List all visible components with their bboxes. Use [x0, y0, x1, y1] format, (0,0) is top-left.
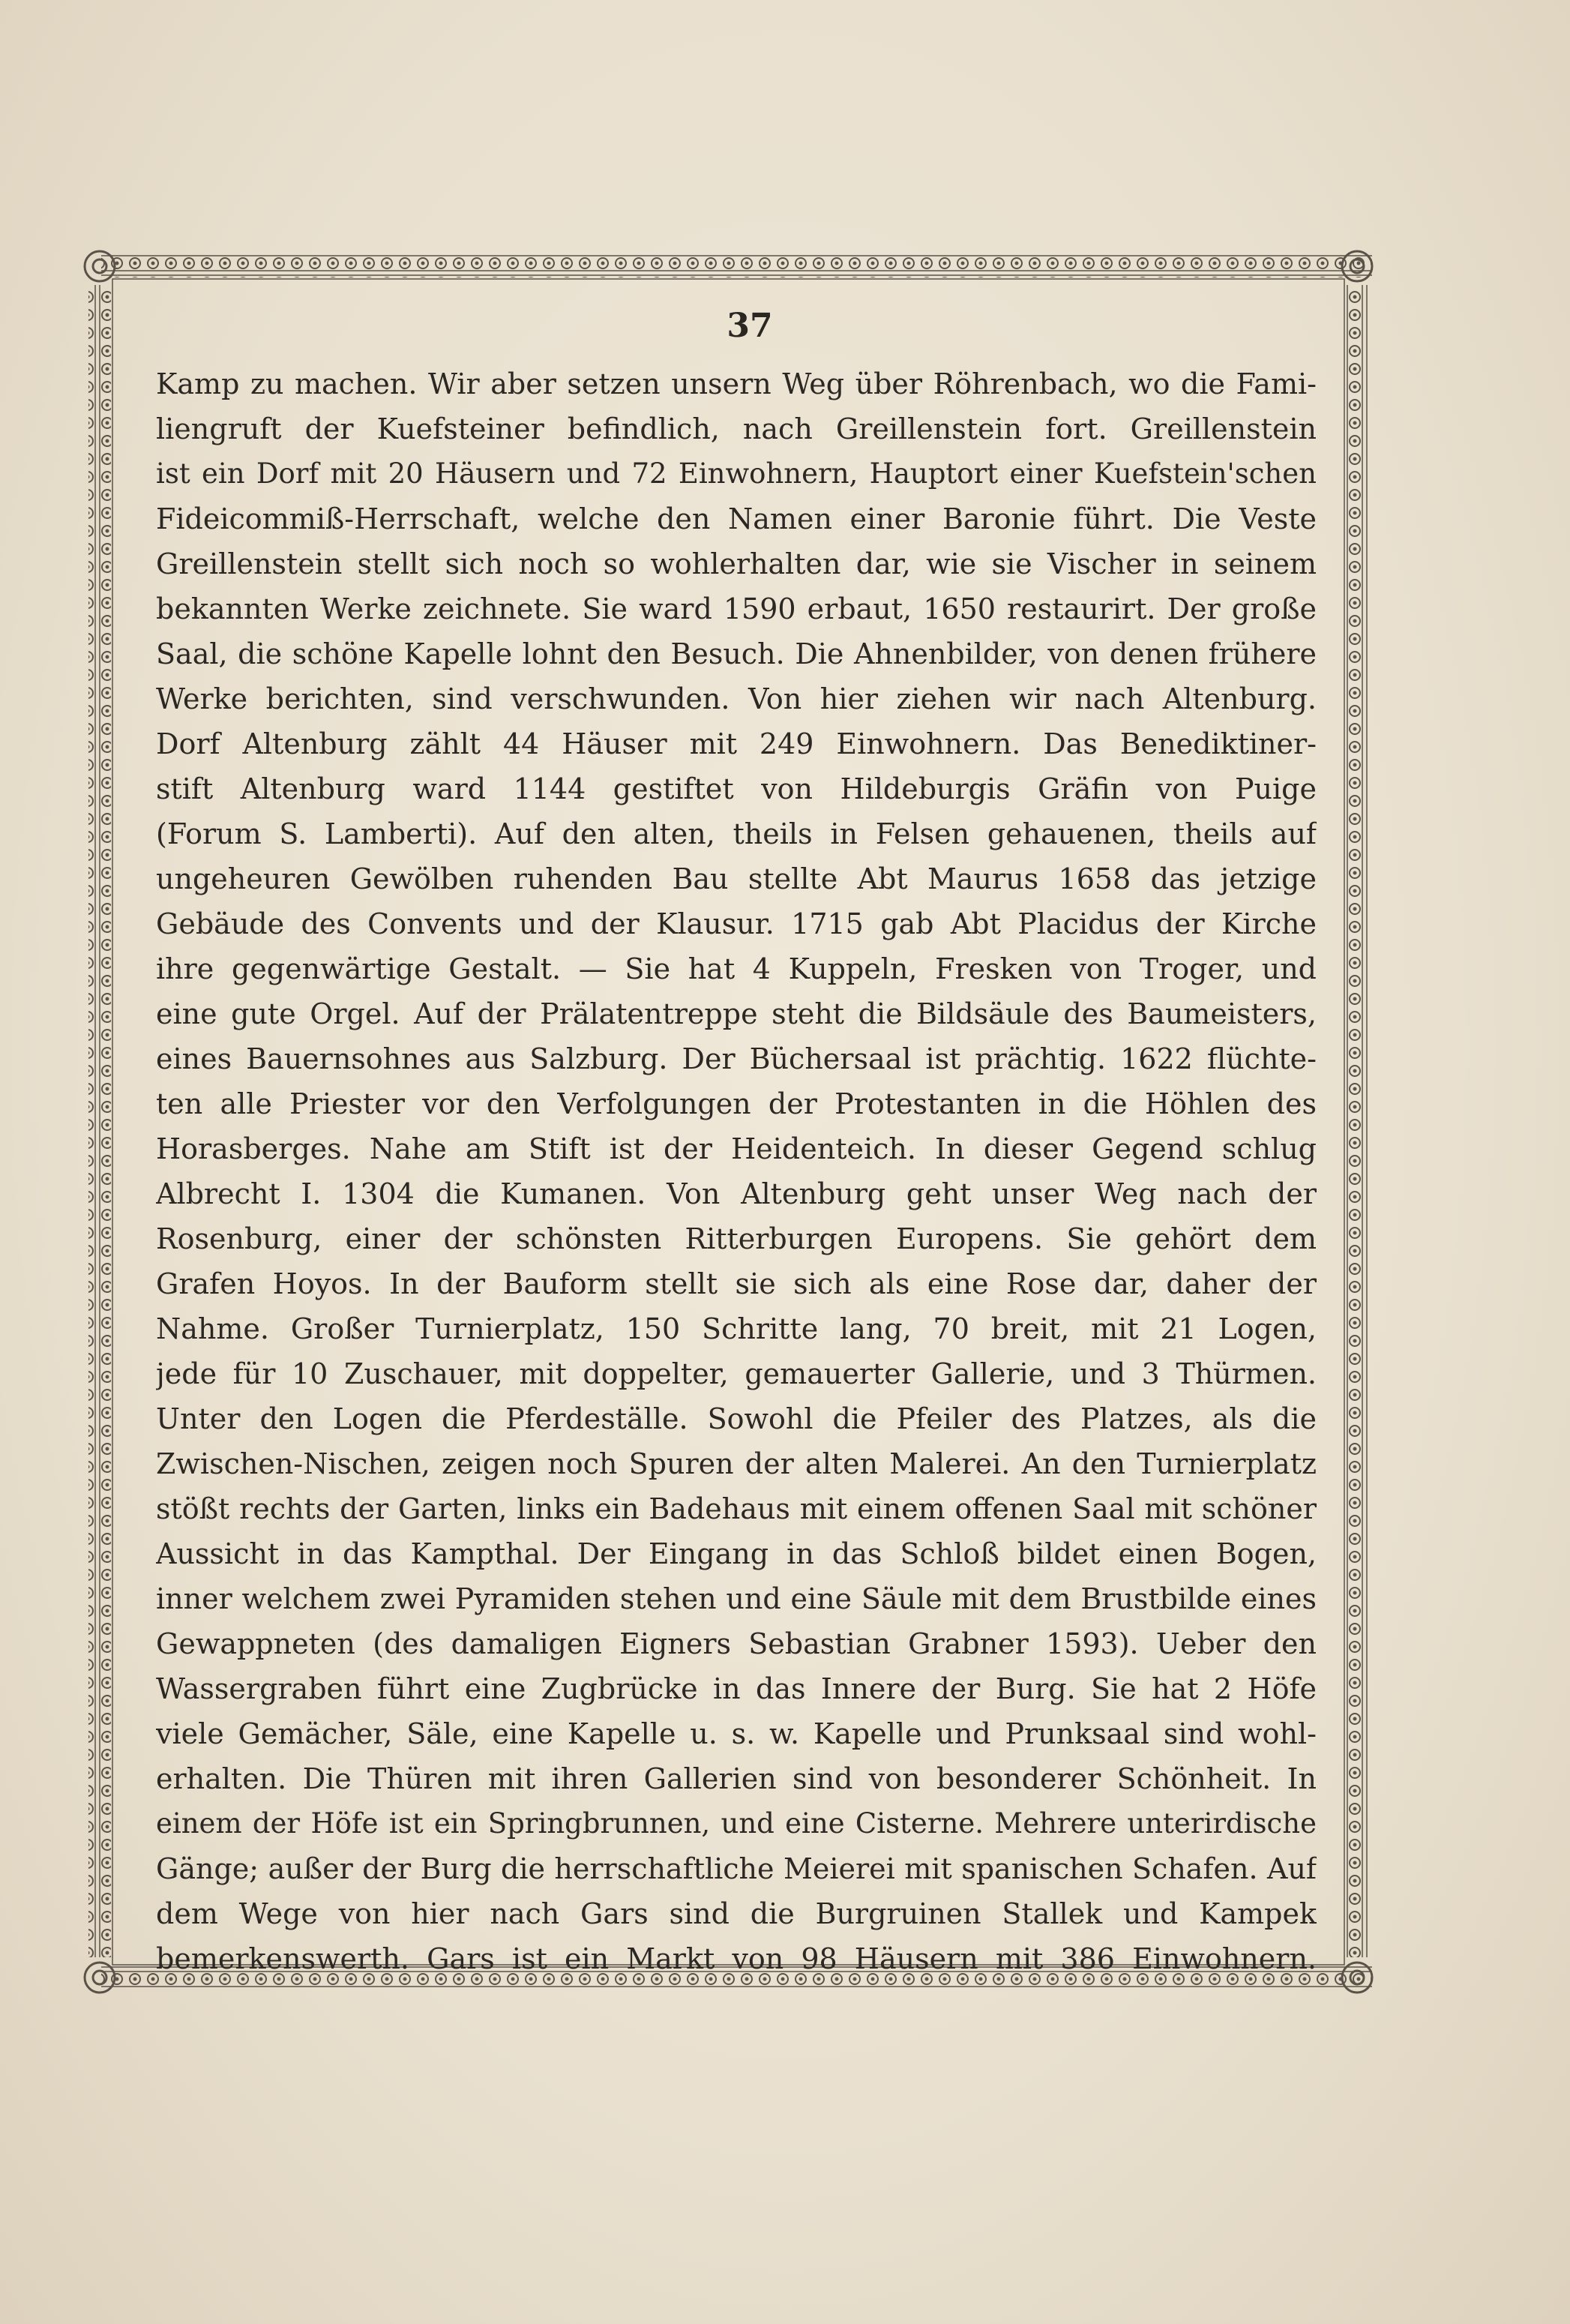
text-line: Greillenstein stellt sich noch so wohlerhalten dar, wie sie Vischer in seinem	[156, 547, 1317, 580]
text-line: Wassergraben führt eine Zugbrücke in das Innere der Burg. Sie hat 2 Höfe	[156, 1672, 1317, 1705]
text-line: bemerkenswerth. Gars ist ein Markt von 98 Häusern mit 386 Einwohnern.	[156, 1942, 1317, 1975]
text-line: Rosenburg, einer der schönsten Ritterburgen Europens. Sie gehört dem	[156, 1222, 1317, 1255]
text-line: Saal, die schöne Kapelle lohnt den Besuch. Die Ahnenbilder, von denen frühere	[156, 637, 1317, 670]
text-line: eine gute Orgel. Auf der Prälatentreppe steht die Bildsäule des Baumeisters,	[156, 997, 1317, 1030]
text-line: dem Wege von hier nach Gars sind die Burgruinen Stallek und Kampek	[156, 1897, 1317, 1930]
body-text	[156, 361, 1317, 1981]
text-line: Grafen Hoyos. In der Bauform stellt sie sich als eine Rose dar, daher der	[156, 1267, 1317, 1300]
text-line: Gebäude des Convents und der Klausur. 1715 gab Abt Placidus der Kirche	[156, 907, 1317, 940]
text-line: eines Bauernsohnes aus Salzburg. Der Büchersaal ist prächtig. 1622 flüchte-	[156, 1042, 1317, 1075]
text-line: Unter den Logen die Pferdeställe. Sowohl die Pfeiler des Platzes, als die	[156, 1402, 1317, 1435]
text-line: ten alle Priester vor den Verfolgungen der Protestanten in die Höhlen des	[156, 1087, 1317, 1120]
text-line: stift Altenburg ward 1144 gestiftet von Hildeburgis Gräfin von Puige	[156, 772, 1317, 805]
text-line: einem der Höfe ist ein Springbrunnen, und eine Cisterne. Mehrere unterirdische	[156, 1807, 1317, 1840]
text-line: Gewappneten (des damaligen Eigners Sebastian Grabner 1593). Ueber den	[156, 1627, 1317, 1660]
text-line: stößt rechts der Garten, links ein Badehaus mit einem offenen Saal mit schöner	[156, 1492, 1317, 1525]
text-line: erhalten. Die Thüren mit ihren Gallerien sind von besonderer Schönheit. In	[156, 1762, 1317, 1795]
text-line: Aussicht in das Kampthal. Der Eingang in das Schloß bildet einen Bogen,	[156, 1537, 1317, 1570]
text-line: liengruft der Kuefsteiner befindlich, nach Greillenstein fort. Greillenstein	[156, 412, 1317, 445]
page-number: 37	[727, 307, 773, 345]
text-line: jede für 10 Zuschauer, mit doppelter, gemauerter Gallerie, und 3 Thürmen.	[156, 1357, 1317, 1390]
text-line: Fideicommiß-Herrschaft, welche den Namen einer Baronie führt. Die Veste	[156, 502, 1317, 535]
text-line: Zwischen-Nischen, zeigen noch Spuren der alten Malerei. An den Turnierplatz	[156, 1447, 1317, 1480]
text-line: inner welchem zwei Pyramiden stehen und eine Säule mit dem Brustbilde eines	[156, 1582, 1317, 1615]
text-line: Dorf Altenburg zählt 44 Häuser mit 249 Einwohnern. Das Benediktiner-	[156, 727, 1317, 760]
text-line: ihre gegenwärtige Gestalt. — Sie hat 4 Kuppeln, Fresken von Troger, und	[156, 952, 1317, 985]
text-line: (Forum S. Lamberti). Auf den alten, theils in Felsen gehauenen, theils auf	[156, 817, 1317, 850]
text-line: Albrecht I. 1304 die Kumanen. Von Altenburg geht unser Weg nach der	[156, 1177, 1317, 1210]
text-line: Gänge; außer der Burg die herrschaftliche Meierei mit spanischen Schafen. Auf	[156, 1852, 1317, 1885]
text-line: ungeheuren Gewölben ruhenden Bau stellte Abt Maurus 1658 das jetzige	[156, 862, 1317, 895]
text-line: Kamp zu machen. Wir aber setzen unsern Weg über Röhrenbach, wo die Fami-	[156, 367, 1317, 400]
text-line: Horasberges. Nahe am Stift ist der Heidenteich. In dieser Gegend schlug	[156, 1132, 1317, 1165]
text-line: Nahme. Großer Turnierplatz, 150 Schritte lang, 70 breit, mit 21 Logen,	[156, 1312, 1317, 1345]
text-line: bekannten Werke zeichnete. Sie ward 1590 erbaut, 1650 restaurirt. Der große	[156, 592, 1317, 625]
text-line: Werke berichten, sind verschwunden. Von hier ziehen wir nach Altenburg.	[156, 682, 1317, 715]
text-line: ist ein Dorf mit 20 Häusern und 72 Einwohnern, Hauptort einer Kuefstein'schen	[156, 457, 1317, 490]
text-line: viele Gemächer, Säle, eine Kapelle u. s. w. Kapelle und Prunksaal sind wohl-	[156, 1717, 1317, 1750]
